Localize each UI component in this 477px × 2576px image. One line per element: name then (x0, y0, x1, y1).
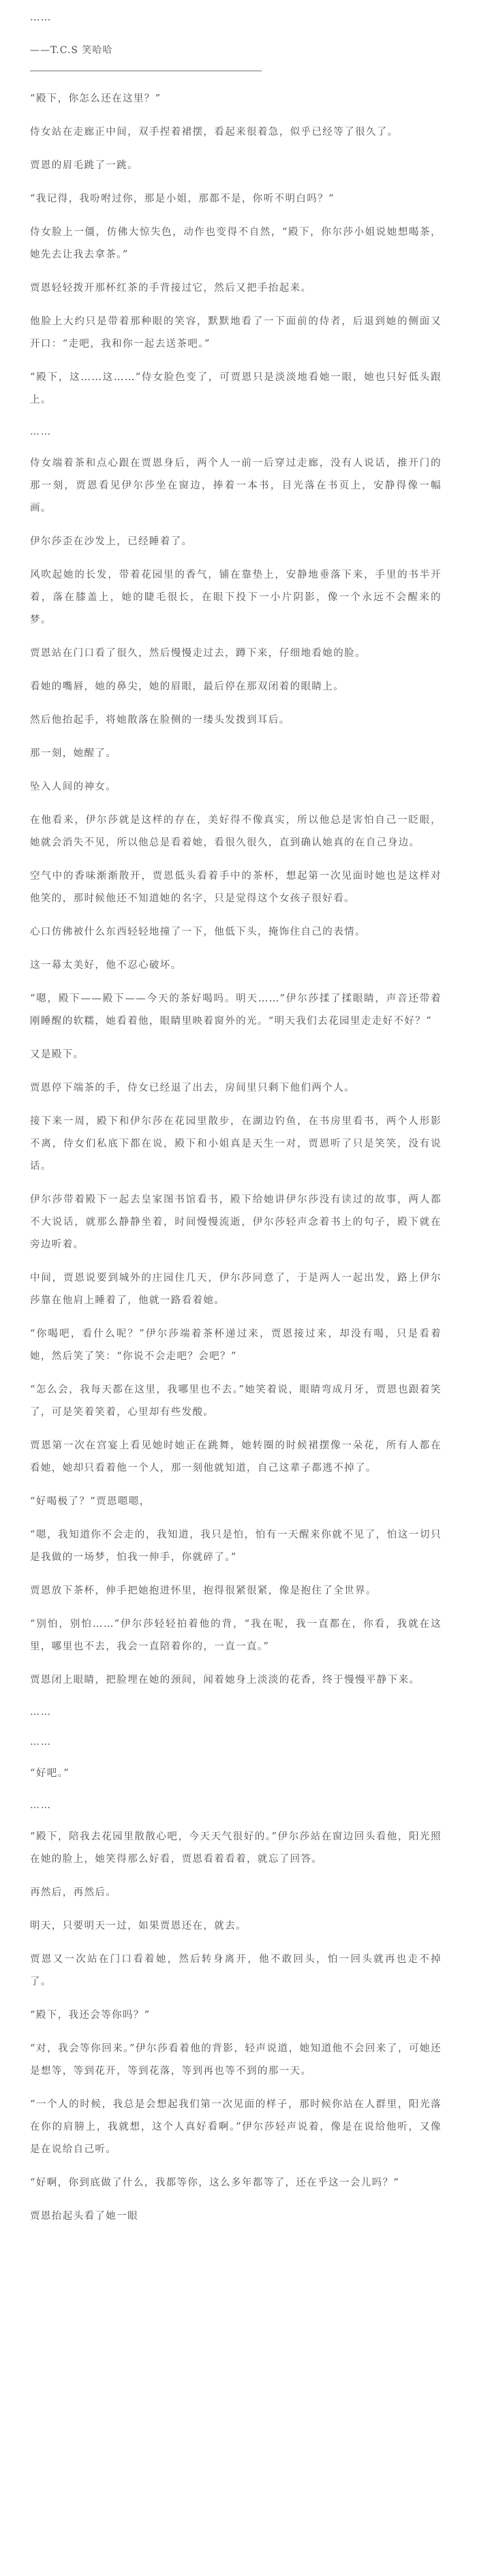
paragraph: 坠入人间的神女。 (30, 781, 117, 792)
paragraph: “一个人的时候，我总是会想起我们第一次见面的样子，那时候你站在人群里，阳光落在你的肩膀上，我就想，这个人真好看啊。”伊尔莎轻声说着，像是在说给他听，又像是在说给自己听。 (30, 2099, 442, 2155)
ellipsis-break: …… (30, 1800, 52, 1811)
paragraph: 又是殿下。 (30, 1049, 84, 1060)
paragraph: “好喝极了？”贾恩嗯嗯， (30, 1496, 151, 1507)
paragraph: 贾恩的眉毛跳了一跳。 (30, 160, 138, 171)
paragraph: 中间，贾恩说要到城外的庄园住几天，伊尔莎同意了，于是两人一起出发，路上伊尔莎靠在他肩上睡着了，他就一路看着她。 (30, 1273, 442, 1306)
paragraph: “殿下，这……这……”侍女脸色变了，可贾恩只是淡淡地看她一眼，她也只好低头跟上。 (30, 372, 442, 405)
paragraph: 贾恩抬起头看了她一眼 (30, 2211, 138, 2222)
paragraph: 在他看来，伊尔莎就是这样的存在，美好得不像真实，所以他总是害怕自己一眨眼，她就会消失不见，所以他总是看着她，看很久很久，直到确认她真的在自己身边。 (30, 815, 442, 848)
paragraph: …… (30, 12, 52, 23)
paragraph: “嗯，殿下——殿下——今天的茶好喝吗。明天……”伊尔莎揉了揉眼睛，声音还带着刚睡醒的软糯，她看着他，眼睛里映着窗外的光。“明天我们去花园里走走好不好？” (30, 993, 442, 1027)
paragraph: 侍女端着茶和点心跟在贾恩身后，两个人一前一后穿过走廊，没有人说话，推开门的那一刻，贾恩看见伊尔莎坐在窗边，捧着一本书，目光落在书页上，安静得像一幅画。 (30, 458, 442, 514)
paragraph: “你喝吧，看什么呢？”伊尔莎端着茶杯递过来，贾恩接过来，却没有喝，只是看着她，然后笑了笑：“你说不会走吧？会吧？” (30, 1329, 442, 1362)
paragraph: 贾恩站在门口看了很久，然后慢慢走过去，蹲下来，仔细地看她的脸。 (30, 648, 366, 659)
paragraph: 贾恩停下端茶的手，侍女已经退了出去，房间里只剩下他们两个人。 (30, 1083, 355, 1093)
paragraph: “我记得，我吩咐过你，那是小姐，那都不是，你听不明白吗？” (30, 193, 335, 204)
paragraph: “嗯，我知道你不会走的，我知道，我只是怕，怕有一天醒来你就不见了，怕这一切只是我做的一场梦，怕我一伸手，你就碎了。” (30, 1530, 442, 1563)
paragraph: 接下来一周，殿下和伊尔莎在花园里散步，在湖边钓鱼，在书房里看书，两个人形影不离，侍女们私底下都在说，殿下和小姐真是天生一对，贾恩听了只是笑笑，没有说话。 (30, 1116, 442, 1172)
paragraph: “别怕，别怕……”伊尔莎轻轻拍着他的背，“我在呢，我一直都在，你看，我就在这里，哪里也不去，我会一直陪着你的，一直一直。” (30, 1619, 442, 1652)
ellipsis-break: …… (30, 1707, 52, 1718)
author-signature: ——T.C.S 笑哈哈 (30, 45, 113, 56)
paragraph: 贾恩闭上眼睛，把脸埋在她的颈间，闻着她身上淡淡的花香，终于慢慢平静下来。 (30, 1675, 420, 1686)
paragraph: 看她的嘴唇，她的鼻尖，她的眉眼，最后停在那双闭着的眼睛上。 (30, 681, 345, 692)
paragraph: 再然后，再然后。 (30, 1887, 117, 1898)
article-content (30, 7, 442, 2228)
paragraph: 心口仿佛被什么东西轻轻地撞了一下，他低下头，掩饰住自己的表情。 (30, 927, 366, 937)
paragraph: 侍女脸上一僵，仿佛大惊失色，动作也变得不自然，“殿下，你尔莎小姐说她想喝茶，她先去让我去拿茶。” (30, 227, 442, 260)
paragraph: 空气中的香味渐渐散开，贾恩低头看着手中的茶杯，想起第一次见面时她也是这样对他笑的，那时候他还不知道她的名字，只是觉得这个女孩子很好看。 (30, 871, 442, 904)
paragraph: “好吧。” (30, 1768, 70, 1779)
paragraph: “殿下，我还会等你吗？” (30, 2010, 151, 2021)
paragraph: 贾恩又一次站在门口看着她，然后转身离开，他不敢回头，怕一回头就再也走不掉了。 (30, 1954, 442, 1987)
section-divider (30, 70, 262, 72)
paragraph: 伊尔莎歪在沙发上，已经睡着了。 (30, 536, 193, 547)
paragraph: 明天，只要明天一过，如果贾恩还在，就去。 (30, 1921, 247, 1931)
paragraph: 侍女站在走廊正中间，双手捏着裙摆，看起来很着急，似乎已经等了很久了。 (30, 127, 399, 138)
paragraph: 这一幕太美好，他不忍心破坏。 (30, 960, 182, 971)
ellipsis-break: …… (30, 426, 52, 437)
paragraph: 风吹起她的长发，带着花园里的香气，铺在靠垫上，安静地垂落下来，手里的书半开着，落在膝盖上，她的睫毛很长，在眼下投下一小片阴影，像一个永远不会醒来的梦。 (30, 570, 442, 625)
paragraph: “殿下，你怎么还在这里？” (30, 93, 161, 104)
paragraph: “怎么会，我每天都在这里，我哪里也不去。”她笑着说，眼睛弯成月牙，贾恩也跟着笑了，可是笑着笑着，心里却有些发酸。 (30, 1384, 442, 1418)
paragraph: 那一刻，她醒了。 (30, 748, 117, 759)
paragraph: 贾恩放下茶杯，伸手把她抱进怀里，抱得很紧很紧，像是抱住了全世界。 (30, 1585, 377, 1596)
ellipsis-break: …… (30, 1737, 52, 1748)
paragraph: 贾恩第一次在宫宴上看见她时她正在跳舞，她转圈的时候裙摆像一朵花，所有人都在看她，她却只看着他一个人，那一刻他就知道，自己这辈子都逃不掉了。 (30, 1440, 442, 1474)
paragraph: 贾恩轻轻拨开那杯红茶的手背接过它，然后又把手抬起来。 (30, 283, 312, 294)
paragraph: 他脸上大约只是带着那种眼的笑容，默默地看了一下面前的侍者，后退到她的侧面又开口：“走吧，我和你一起去送茶吧。” (30, 316, 442, 350)
paragraph: 然后他抬起手，将她散落在脸侧的一缕头发拨到耳后。 (30, 715, 290, 726)
paragraph: “殿下，陪我去花园里散散心吧，今天天气很好的。”伊尔莎站在窗边回头看他，阳光照在她的脸上，她笑得那么好看，贾恩看着看着，就忘了回答。 (30, 1831, 442, 1865)
paragraph: 伊尔莎带着殿下一起去皇家图书馆看书，殿下给她讲伊尔莎没有读过的故事，两人都不大说话，就那么静静坐着，时间慢慢流逝，伊尔莎轻声念着书上的句子，殿下就在旁边听着。 (30, 1194, 442, 1250)
paragraph: “好啊，你到底做了什么，我都等你，这么多年都等了，还在乎这一会儿吗？” (30, 2177, 400, 2188)
paragraph: “对，我会等你回来。”伊尔莎看着他的背影，轻声说道，她知道他不会回来了，可她还是想等，等到花开，等到花落，等到再也等不到的那一天。 (30, 2043, 442, 2077)
